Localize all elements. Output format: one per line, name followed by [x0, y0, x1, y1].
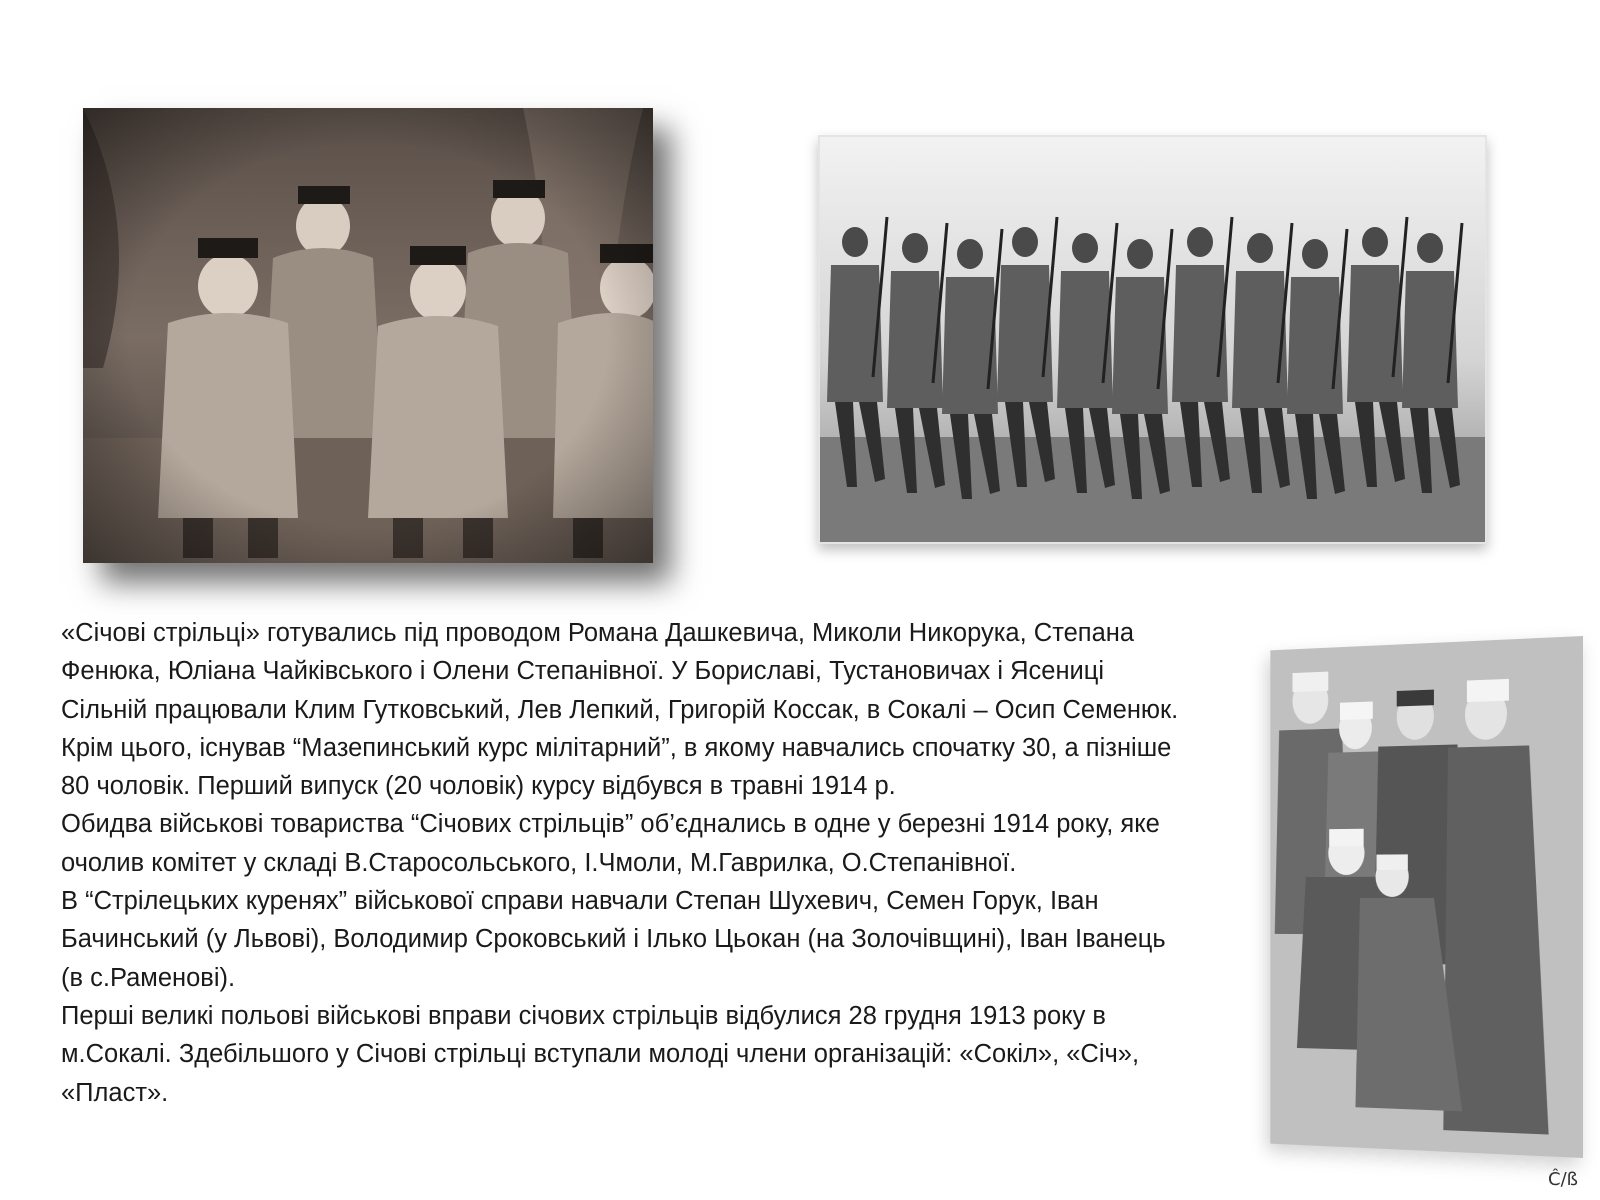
- riflemen-group-photo: [1270, 636, 1583, 1158]
- corner-mark: Ĉ/ß: [1548, 1169, 1578, 1190]
- paragraph-field-exercises: Перші великі польові військові вправи січових стрільців відбулися 28 грудня 1913 року в м.Сокалі. Здебільшого у Січові стрільці вступали молоді члени організацій: «Сокіл», «Січ», «Пласт».: [61, 1001, 1140, 1107]
- body-text: [61, 614, 1191, 1112]
- paragraph-unification: Обидва військові товариства “Січових стрільців” об’єднались в одне у березні 1914 року, яке очолив комітет у складі В.Старосольського, І.Чмоли, М.Гаврилка, О.Степанівної.: [61, 810, 1160, 877]
- paragraph-instructors: В “Стрілецьких куренях” військової справи навчали Степан Шухевич, Семен Горук, Іван Бачинський (у Львові), Володимир Сроковський і Ілько Цьокан (на Золочівщині), Іван Іванець (в с.Раменові).: [61, 887, 1166, 992]
- marching-soldiers-photo: [818, 135, 1487, 544]
- paragraph-training-leaders: «Січові стрільці» готувались під проводом Романа Дашкевича, Миколи Никорука, Степана Фенюка, Юліана Чайківського і Олени Степанівної. У Бориславі, Тустановичах і Ясениці Сільній працювали Клим Гутковський, Лев Лепкий, Григорій Коссак, в Сокалі – Осип Семенюк. Крім цього, існував “Мазепинський курс мілітарний”, в якому навчались спочатку 30, а пізніше 80 чоловік. Перший випуск (20 чоловік) курсу відбувся в травні 1914 р.: [61, 619, 1179, 801]
- officers-portrait-photo: [83, 108, 653, 563]
